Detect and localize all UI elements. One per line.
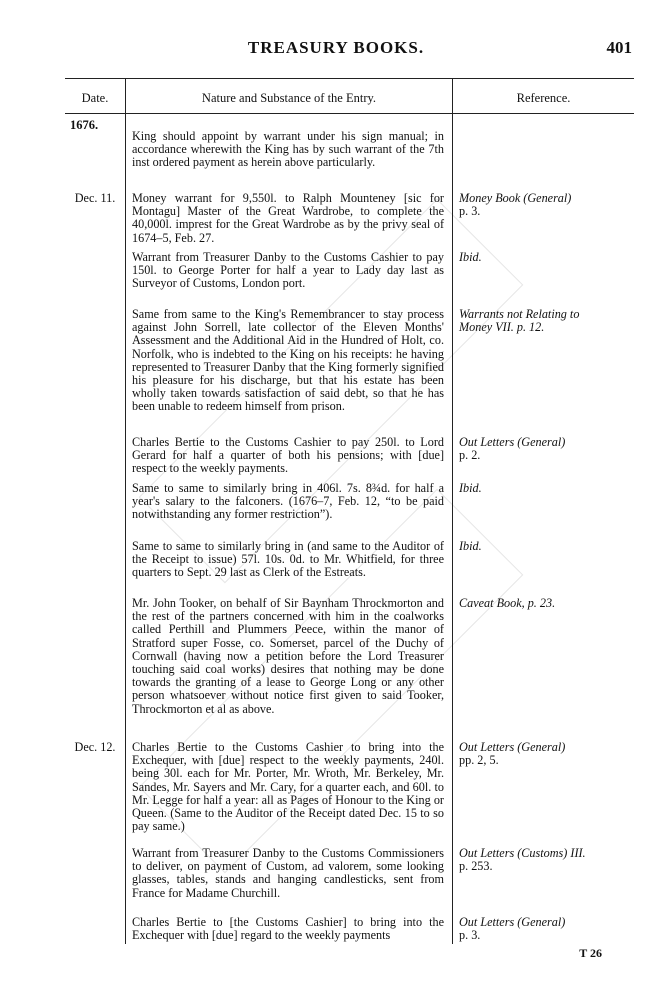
entry-text: Mr. John Tooker, on behalf of Sir Baynham Throckmorton and the rest of the partners concerned with him in the coalworks called Perthill and Plummers Peece, within the manor of Stratford super Fosse, co. Somerset, parcel of the Duchy of Cornwall (having now a petition before the Lord Treasurer touching said coal works) desires that nothing may be done towards the granting of a lease to George Long or any other person whatsoever without notice first given to said Tooker, Throckmorton et al as above. — [132, 596, 444, 716]
entry-reference — [459, 130, 639, 143]
entry-reference: Ibid. — [459, 250, 482, 264]
entry-reference: Out Letters (General) p. 3. — [459, 915, 566, 943]
entry-text: Warrant from Treasurer Danby to the Customs Cashier to pay 150l. to George Porter for half a year to Lady day last as Surveyor of Customs, London port. — [132, 250, 444, 291]
running-title: TREASURY BOOKS. — [247, 38, 425, 57]
entry-text: Charles Bertie to the Customs Cashier to bring into the Exchequer, with [due] respect to the weekly payments, 240l. being 30l. each for Mr. Porter, Mr. Wroth, Mr. Berkeley, Mr. Sandes, Mr. Sayers and Mr. Cary, for a quarter each, and 60l. to Mr. Legge for half a year: all as Pages of Honour to the King or Queen. (Same to the Auditor of the Receipt dated Dec. 15 to so pay same.) — [132, 740, 444, 834]
date-column-header: Date. — [81, 91, 109, 105]
entry-reference: Out Letters (General) p. 2. — [459, 435, 566, 463]
entry-text: Same to same to similarly bring in (and same to the Auditor of the Receipt to issue) 57l. 10s. 0d. to Mr. Whitfield, for three quarters to Sept. 29 last as Clerk of the Estreats. — [132, 539, 444, 580]
year-label: 1676. — [70, 118, 99, 132]
entry-text: Same from same to the King's Remembrancer to stay process against John Sorrell, late collector of the Eleven Months' Assessment and the Additional Aid in the Hundred of Holt, co. Norfolk, who is indebted to the King on his receipts: he having represented to Treasurer Danby that the King formerly signified his pleasure for his discharge, but that his estate has been wholly taken towards satisfaction of said debt, so that he has been unable to redeem himself from prison. — [132, 307, 444, 414]
column-divider — [452, 78, 453, 944]
entry-reference: Caveat Book, p. 23. — [459, 596, 556, 610]
entry-reference: Warrants not Relating to Money VII. p. 12. — [459, 307, 580, 335]
entry-text: King should appoint by warrant under his sign manual; in accordance wherewith the King has by such warrant of the 7th inst ordered payment as herein above particularly. — [132, 129, 444, 170]
entry-date: Dec. 11. — [74, 191, 116, 205]
page-header — [60, 38, 632, 62]
entry-reference: Out Letters (General) pp. 2, 5. — [459, 740, 566, 768]
entry-reference: Money Book (General) p. 3. — [459, 191, 572, 219]
entry-text: Same to same to similarly bring in 406l. 7s. 8¾d. for half a year's salary to the falconers. (1676–7, Feb. 12, “to be paid notwithstanding any former restriction”). — [132, 481, 444, 522]
reference-column-header: Reference. — [516, 91, 571, 105]
header-rule — [65, 113, 634, 114]
page-number: 401 — [606, 38, 632, 57]
entry-reference: Out Letters (Customs) III. p. 253. — [459, 846, 586, 874]
entry-date: Dec. 12. — [74, 740, 116, 754]
signature-mark: T 26 — [579, 946, 602, 960]
nature-column-header: Nature and Substance of the Entry. — [201, 91, 377, 105]
entry-text: Warrant from Treasurer Danby to the Customs Commissioners to deliver, on payment of Custom, ad valorem, some looking glasses, tables, stands and hanging candlesticks, sent from France for Madame Churchill. — [132, 846, 444, 900]
entry-text: Charles Bertie to [the Customs Cashier] to bring into the Exchequer with [due] regard to the weekly payments — [132, 915, 444, 943]
top-rule — [65, 78, 634, 79]
entry-text: Charles Bertie to the Customs Cashier to pay 250l. to Lord Gerard for half a quarter of both his pensions; with [due] respect to the weekly payments. — [132, 435, 444, 476]
entry-reference: Ibid. — [459, 481, 482, 495]
entry-reference: Ibid. — [459, 539, 482, 553]
entry-text: Money warrant for 9,550l. to Ralph Mounteney [sic for Montagu] Master of the Great Wardrobe, to complete the 40,000l. imprest for the Great Wardrobe as by the privy seal of 1674–5, Feb. 27. — [132, 191, 444, 245]
column-divider — [125, 78, 126, 944]
